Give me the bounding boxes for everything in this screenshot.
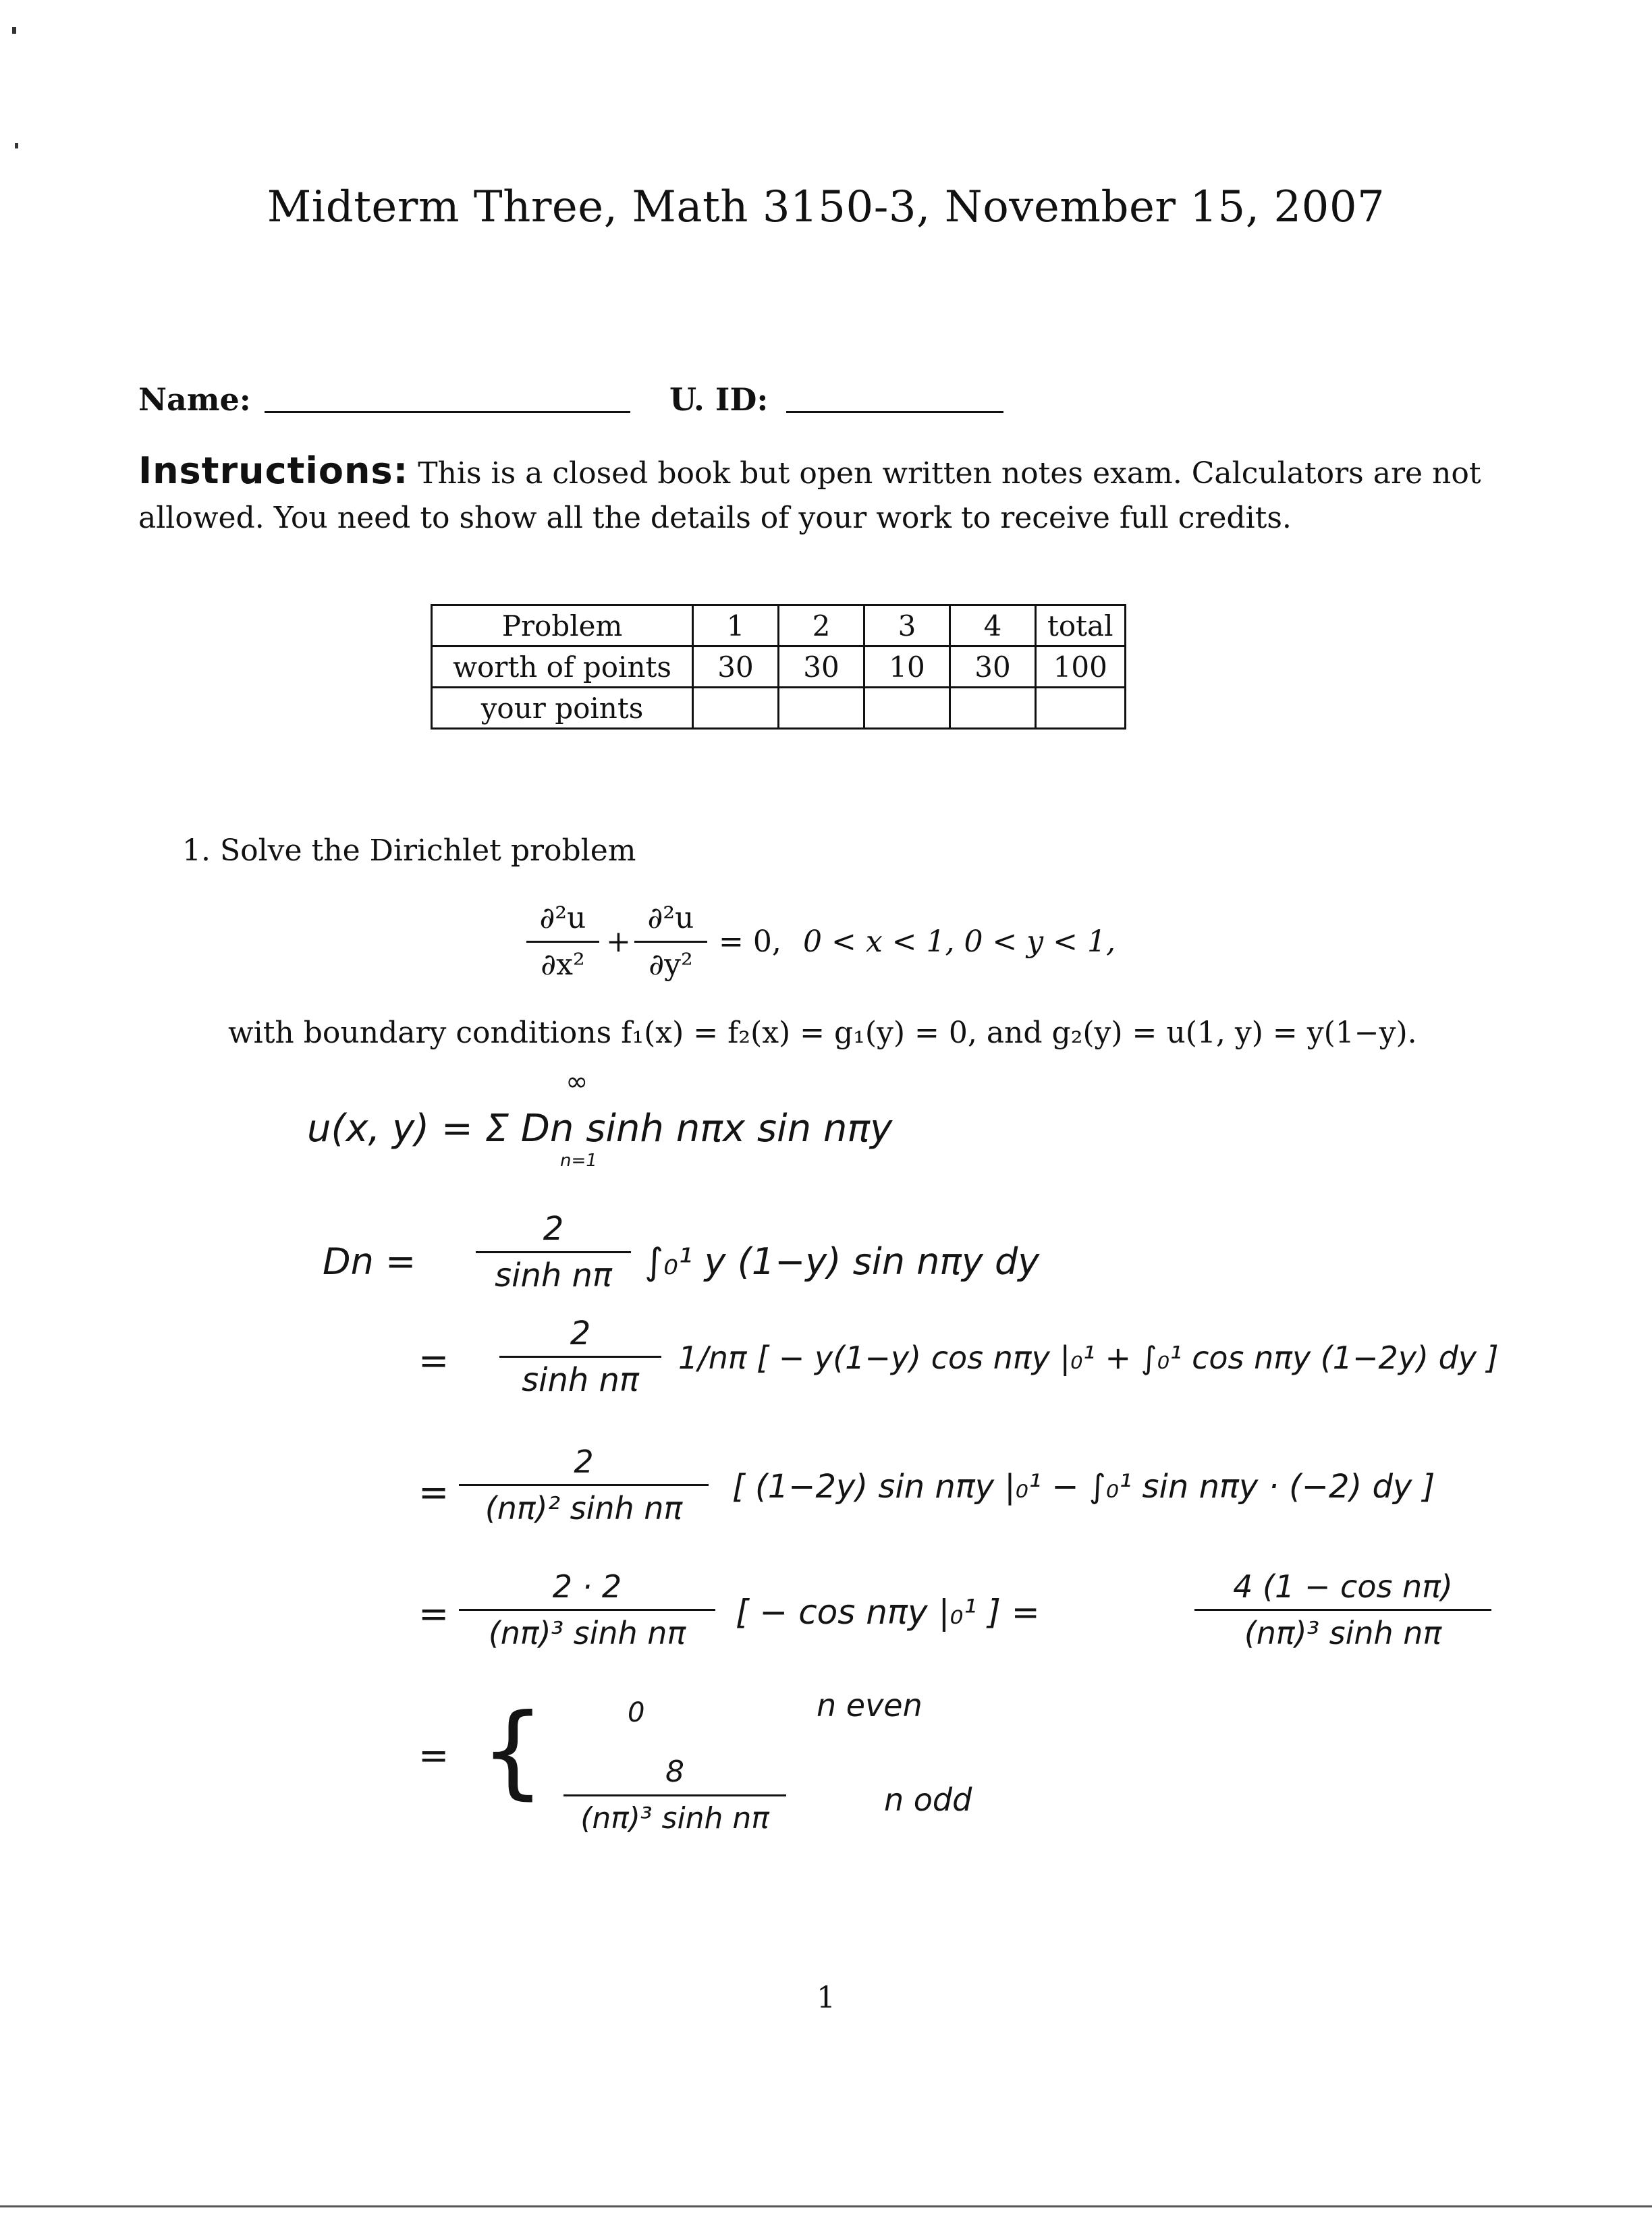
equals-sign: =	[418, 1593, 449, 1635]
table-cell: 3	[864, 605, 950, 647]
scan-speck	[12, 27, 16, 34]
scan-edge-line	[0, 2205, 1652, 2207]
table-cell-input[interactable]	[864, 688, 950, 729]
table-cell: 1	[693, 605, 779, 647]
pde-rhs: = 0,	[719, 925, 781, 959]
table-cell: 10	[864, 647, 950, 688]
page-number: 1	[817, 1981, 835, 2015]
sum-lower-limit: n=1	[560, 1151, 597, 1171]
table-cell-input[interactable]	[950, 688, 1036, 729]
table-cell: worth of points	[432, 647, 693, 688]
sum-upper-limit: ∞	[566, 1066, 588, 1097]
problem-statement: 1. Solve the Dirichlet problem	[182, 833, 636, 868]
table-cell: 2	[779, 605, 864, 647]
fraction-numerator: 2	[570, 1315, 591, 1352]
fraction-denominator: (nπ)³ sinh nπ	[1244, 1615, 1442, 1651]
fraction-denominator: (nπ)³ sinh nπ	[488, 1615, 686, 1651]
equals-sign: =	[418, 1340, 449, 1382]
dn-integral: ∫₀¹ y (1−y) sin nπy dy	[644, 1240, 1040, 1283]
instructions-lead: Instructions:	[138, 449, 409, 492]
plus-sign: +	[606, 925, 631, 959]
dn-fraction	[476, 1208, 631, 1296]
fraction-numerator: 2 · 2	[552, 1568, 622, 1605]
boundary-conditions: with boundary conditions f₁(x) = f₂(x) = g₁(y) = 0, and g₂(y) = u(1, y) = y(1−y).	[228, 1016, 1417, 1050]
table-cell: 30	[779, 647, 864, 688]
table-cell-input[interactable]	[693, 688, 779, 729]
case-zero-value: 0	[628, 1697, 645, 1728]
solution-series: u(x, y) = Σ Dn sinh nπx sin nπy	[307, 1107, 893, 1151]
scan-speck	[15, 143, 18, 148]
fraction-numerator: 2	[543, 1210, 564, 1248]
table-cell: your points	[432, 688, 693, 729]
step2-expression: [ (1−2y) sin nπy |₀¹ − ∫₀¹ sin nπy · (−2) dy ]	[732, 1468, 1435, 1506]
table-row-yours	[432, 688, 1126, 729]
fraction-term2	[634, 898, 707, 986]
fraction-bar	[499, 1356, 661, 1358]
fraction-bar	[476, 1251, 631, 1253]
fraction-numerator: 2	[574, 1444, 594, 1480]
fraction-numerator: ∂²u	[647, 901, 694, 935]
left-brace: {	[480, 1693, 545, 1810]
fraction-denominator: (nπ)² sinh nπ	[485, 1490, 683, 1527]
uid-label: U. ID:	[669, 381, 769, 418]
step3-expression: [ − cos nπy |₀¹ ] =	[736, 1593, 1040, 1632]
step1-fraction	[499, 1313, 661, 1401]
fraction-denominator: (nπ)³ sinh nπ	[580, 1801, 769, 1836]
uid-field-line[interactable]	[786, 411, 1003, 413]
fraction-bar	[459, 1609, 715, 1611]
fraction-denominator: sinh nπ	[495, 1257, 612, 1294]
fraction-numerator: 4 (1 − cos nπ)	[1233, 1568, 1453, 1605]
table-row-worth	[432, 647, 1126, 688]
fraction-denominator: sinh nπ	[522, 1361, 639, 1399]
step1-expression: 1/nπ [ − y(1−y) cos nπy |₀¹ + ∫₀¹ cos nπy (1−2y) dy ]	[678, 1340, 1499, 1376]
table-cell: 30	[693, 647, 779, 688]
equals-sign: =	[418, 1471, 449, 1514]
fraction-bar	[1194, 1609, 1491, 1611]
name-field-line[interactable]	[265, 411, 630, 413]
table-cell: 100	[1036, 647, 1126, 688]
score-table	[431, 604, 1126, 730]
step3-result-fraction	[1194, 1566, 1491, 1654]
fraction-bar	[526, 941, 599, 943]
step3-fraction	[459, 1566, 715, 1654]
fraction-denominator: ∂x²	[541, 947, 585, 982]
table-cell: total	[1036, 605, 1126, 647]
fraction-numerator: 8	[665, 1755, 684, 1789]
name-label: Name:	[138, 381, 251, 418]
step2-fraction	[459, 1441, 709, 1529]
table-cell-input[interactable]	[1036, 688, 1126, 729]
pde-equation	[526, 898, 1201, 1019]
fraction-bar	[459, 1484, 709, 1486]
table-cell-input[interactable]	[779, 688, 864, 729]
dn-lhs: Dn =	[323, 1240, 416, 1283]
fraction-bar	[563, 1794, 786, 1796]
table-cell: Problem	[432, 605, 693, 647]
case-even-label: n even	[817, 1687, 923, 1724]
page-title: Midterm Three, Math 3150-3, November 15, 2007	[267, 182, 1385, 232]
instructions-text: This is a closed book but open written notes exam. Calculators are not allowed. You need to show all the details of your work to receive full credits.	[138, 456, 1481, 535]
table-cell: 30	[950, 647, 1036, 688]
fraction-denominator: ∂y²	[649, 947, 693, 982]
table-cell: 4	[950, 605, 1036, 647]
table-row-header	[432, 605, 1126, 647]
fraction-term1	[526, 898, 599, 986]
case-odd-label: n odd	[884, 1782, 972, 1818]
pde-domain: 0 < x < 1, 0 < y < 1,	[803, 925, 1116, 959]
fraction-numerator: ∂²u	[539, 901, 586, 935]
case-odd-fraction	[563, 1751, 786, 1840]
instructions	[138, 449, 1529, 541]
fraction-bar	[634, 941, 707, 943]
equals-sign: =	[418, 1734, 449, 1777]
